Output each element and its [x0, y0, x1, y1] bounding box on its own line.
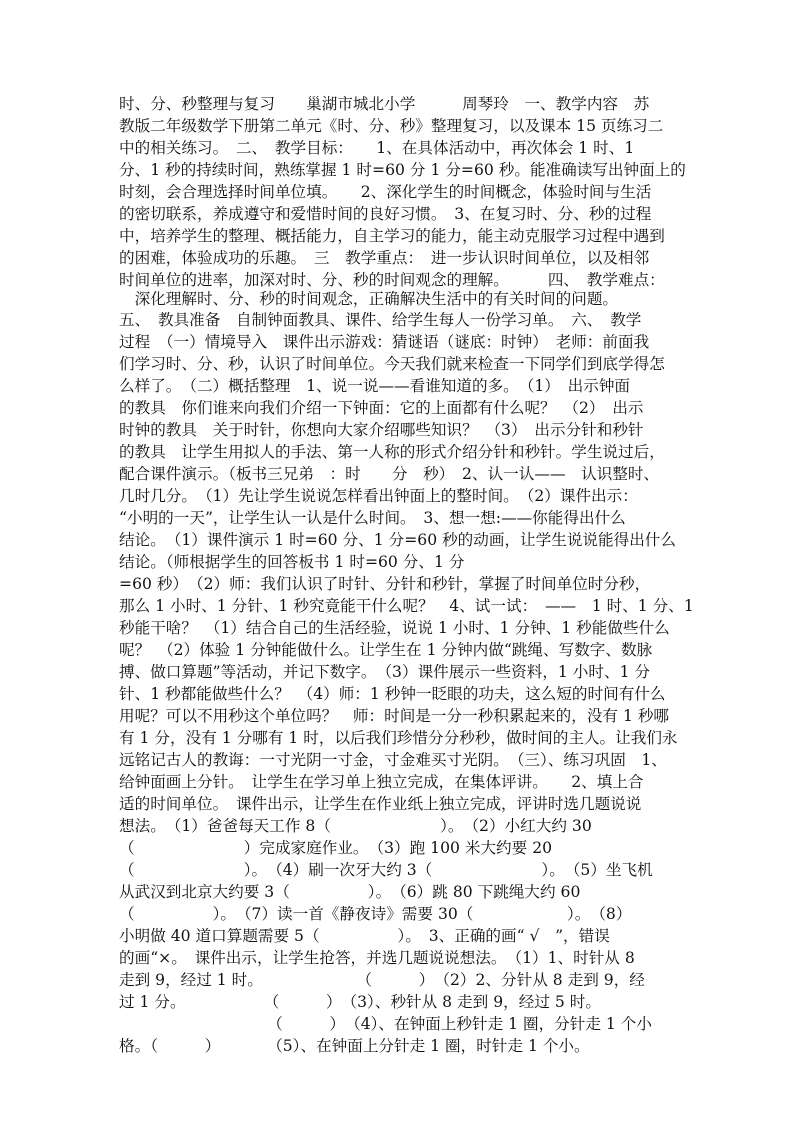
text-line: 搏、做口算题”等活动，并记下数字。 （3）课件展示一些资料，1 小时、1 分 — [119, 663, 651, 681]
text-line: 适的时间单位。 课件出示，让学生在作业纸上独立完成，评讲时选几题说说 — [119, 795, 642, 813]
text-line: 远铭记古人的教诲：一寸光阴一寸金，寸金难买寸光阴。 （三）、练习巩固 1、 — [119, 751, 667, 769]
text-line: 几时几分。 （1）先让学生说说怎样看出钟面上的整时间。 （2）课件出示： — [119, 487, 638, 505]
text-line: 分、1 秒的持续时间，熟练掌握 1 时=60 分 1 分=60 秒。能准确读写出钟面上的 — [119, 161, 686, 179]
text-line: 的教具 让学生用拟人的手法、第一人称的形式介绍分针和秒针。学生说过后， — [119, 443, 665, 461]
text-line: 小明做 40 道口算题需要 5（ ）。 3、正确的画“ √ ”，错误 — [119, 927, 610, 945]
text-line: 想法。 （1）爸爸每天工作 8（ ）。 （2）小红大约 30 — [119, 817, 592, 835]
text-line: 从武汉到北京大约要 3（ ）。 （6）跳 80 下跳绳大约 60 — [119, 883, 581, 901]
text-line: 过程 （一）情境导入 课件出示游戏：猜谜语（谜底：时钟） 老师：前面我 — [119, 333, 650, 351]
text-line: 结论。（师根据学生的回答板书 1 时=60 分、1 分 — [119, 553, 465, 571]
text-line: （ ）完成家庭作业。 （3）跑 100 米大约要 20 — [119, 839, 553, 857]
text-line: 走到 9，经过 1 时。 （ ） （2）2、分针从 8 走到 9，经 — [119, 971, 645, 989]
text-line: 配合课件演示。（板书三兄弟 ：时 分 秒） 2、认一认—— 认识整时、 — [119, 465, 660, 483]
text-line: 教版二年级数学下册第二单元《时、分、秒》整理复习，以及课本 15 页练习二 — [119, 117, 664, 135]
text-line: 们学习时、分、秒，认识了时间单位。今天我们就来检查一下同学们到底学得怎 — [119, 355, 665, 373]
text-line: 时、分、秒整理与复习 巢湖市城北小学 周琴玲 一、教学内容 苏 — [119, 95, 650, 113]
text-line: 那么 1 小时、1 分针、1 秒究竟能干什么呢？ 4、试一试： —— 1 时、1 分、1 — [119, 597, 694, 615]
text-line: （ ）。 （7）读一首《静夜诗》需要 30（ ）。 （8） — [119, 905, 632, 923]
text-line: 时钟的教具 关于时针，你想向大家介绍哪些知识？ （3） 出示分针和秒针 — [119, 421, 644, 439]
text-line: 过 1 分。 （ ） （3）、秒针从 8 走到 9，经过 5 时。 — [119, 993, 601, 1011]
text-line: （ ） （4）、在钟面上秒针走 1 圈，分针走 1 个小 — [119, 1015, 652, 1033]
text-line: 五、 教具准备 自制钟面教具、课件、给学生每人一份学习单。 六、 教学 — [119, 311, 642, 329]
text-line: 用呢？可以不用秒这个单位吗？ 师：时间是一分一秒积累起来的，没有 1 秒哪 — [119, 707, 670, 725]
text-line: 中的相关练习。 二、 教学目标： 1、在具体活动中，再次体会 1 时、1 — [119, 139, 635, 157]
text-line: （ ）。 （4）刷一次牙大约 3（ ）。 （5）坐飞机 — [119, 861, 653, 879]
text-line: 的画“×。 课件出示，让学生抢答，并选几题说说想法。 （1）1、时针从 8 — [119, 949, 635, 967]
text-line: 的密切联系，养成遵守和爱惜时间的良好习惯。 3、在复习时、分、秒的过程 — [119, 205, 652, 223]
text-line: 的困难，体验成功的乐趣。 三 教学重点： 进一步认识时间单位，以及相邻 — [119, 249, 650, 267]
text-line: 结论。 （1）课件演示 1 时=60 分、1 分=60 秒的动画，让学生说说能得出什么 — [119, 531, 676, 549]
text-line: 秒能干啥？ （1）结合自己的生活经验，说说 1 小时、1 分钟、1 秒能做些什么 — [119, 619, 670, 637]
text-line: 呢？ （2）体验 1 分钟能做什么。让学生在 1 分钟内做“跳绳、写数字、数脉 — [119, 641, 653, 659]
text-line: 的教具 你们谁来向我们介绍一下钟面：它的上面都有什么呢？ （2） 出示 — [119, 399, 644, 417]
text-line: =60 秒） （2）师：我们认识了时针、分针和秒针，掌握了时间单位时分秒， — [119, 575, 651, 593]
text-line: 给钟面画上分针。 让学生在学习单上独立完成，在集体评讲。 2、填上合 — [119, 773, 644, 791]
text-line: 时间单位的进率，加深对时、分、秒的时间观念的理解。 四、 教学难点： — [119, 271, 665, 289]
text-line: 么样了。 （二）概括整理 1、说一说——看谁知道的多。 （1） 出示钟面 — [119, 377, 631, 395]
text-line: 有 1 分，没有 1 分哪有 1 时，以后我们珍惜分分秒秒，做时间的主人。让我们永 — [119, 729, 678, 747]
text-line: “小明的一天”，让学生认一认是什么时间。 3、想一想:——你能得出什么 — [119, 509, 626, 527]
text-line: 针、1 秒都能做些什么？ （4）师：1 秒钟一眨眼的功夫，这么短的时间有什么 — [119, 685, 666, 703]
text-line: 中，培养学生的整理、概括能力，自主学习的能力，能主动克服学习过程中遇到 — [119, 227, 665, 245]
text-line: 时刻，会合理选择时间单位填。 2、深化学生的时间概念，体验时间与生活 — [119, 183, 652, 201]
text-line: 格。（ ） （5）、在钟面上分针走 1 圈，时针走 1 个小。 — [119, 1037, 590, 1055]
text-line: 深化理解时、分、秒的时间观念，正确解决生活中的有关时间的问题。 — [119, 290, 619, 308]
